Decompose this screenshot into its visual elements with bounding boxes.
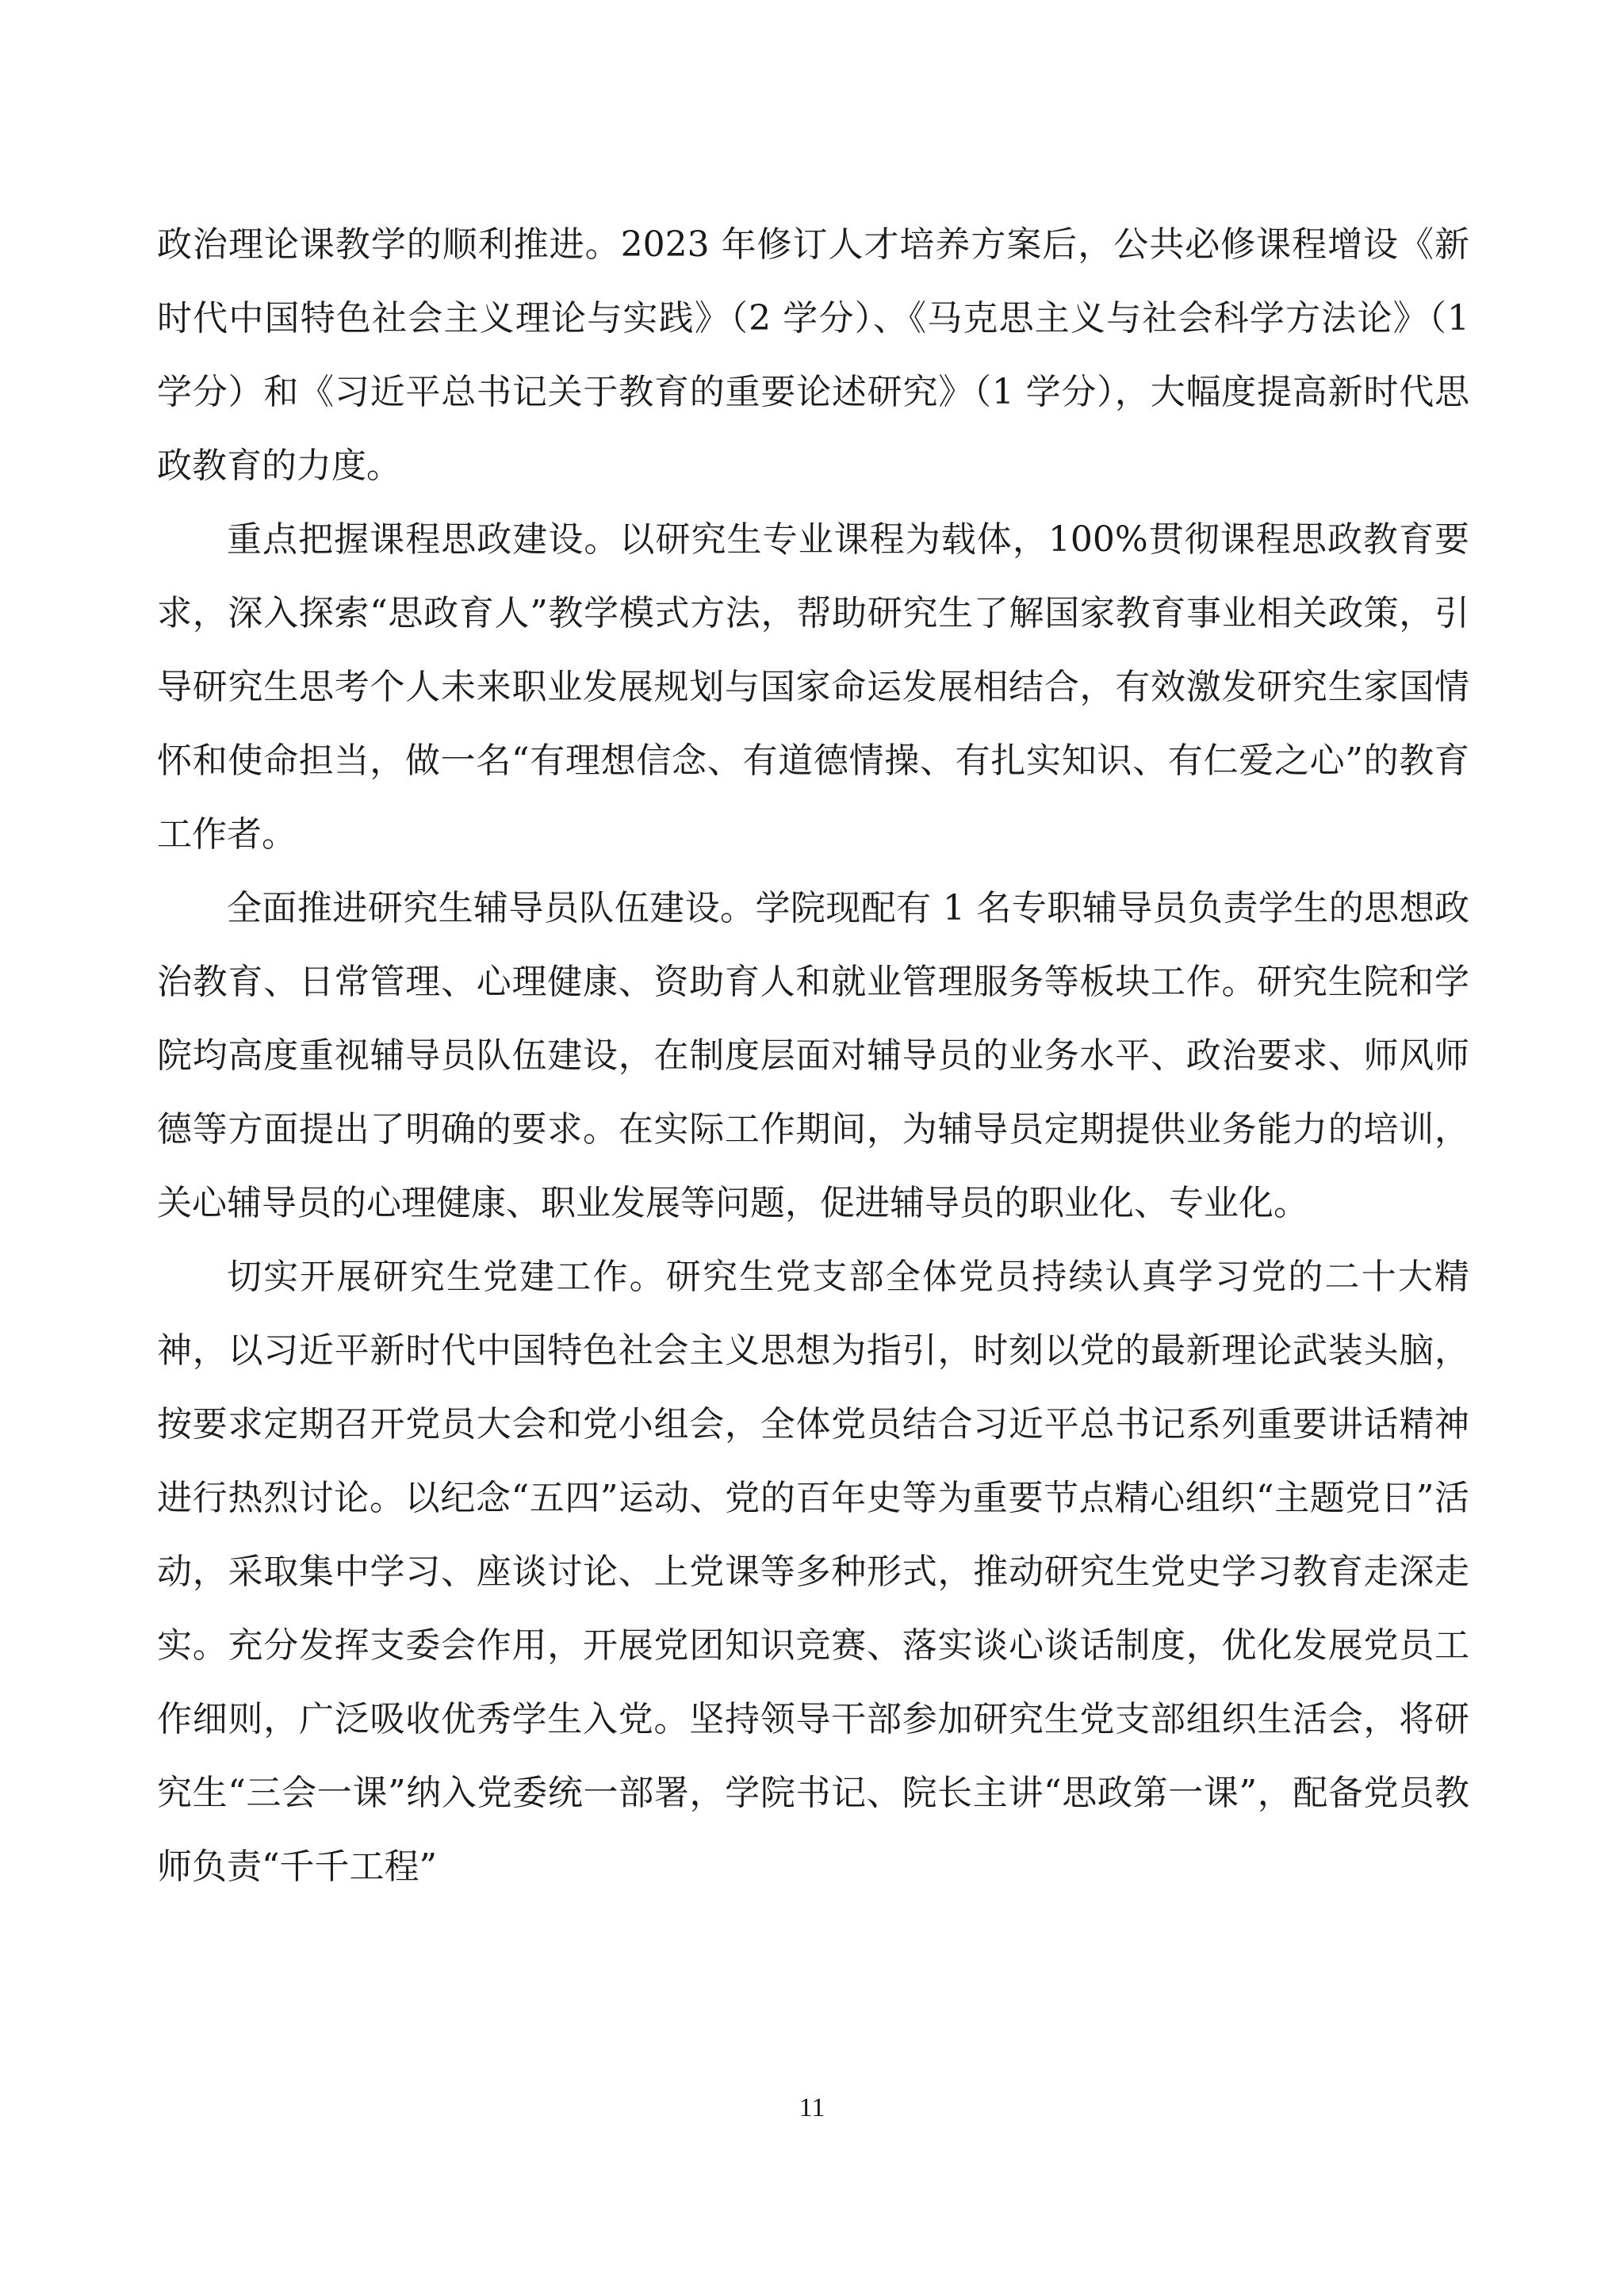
paragraph-counselor-team: 全面推进研究生辅导员队伍建设。学院现配有 1 名专职辅导员负责学生的思想政治教育、日常管理、心理健康、资助育人和就业管理服务等板块工作。研究生院和学院均高度重视辅导员队伍建设，在制度层面对辅导员的业务水平、政治要求、师风师德等方面提出了明确的要求。在实际工作期间，为辅导员定期提供业务能力的培训，关心辅导员的心理健康、职业发展等问题，促进辅导员的职业化、专业化。 xyxy=(157,888,1469,1223)
paragraph-course-ideology: 重点把握课程思政建设。以研究生专业课程为载体，100%贯彻课程思政教育要求，深入探索“思政育人”教学模式方法，帮助研究生了解国家教育事业相关政策，引导研究生思考个人未来职业发展规划与国家命运发展相结合，有效激发研究生家国情怀和使命担当，做一名“有理想信念、有道德情操、有扎实知识、有仁爱之心”的教育工作者。 xyxy=(157,519,1469,855)
paragraph-party-building: 切实开展研究生党建工作。研究生党支部全体党员持续认真学习党的二十大精神，以习近平新时代中国特色社会主义思想为指引，时刻以党的最新理论武装头脑，按要求定期召开党员大会和党小组会，全体党员结合习近平总书记系列重要讲话精神进行热烈讨论。以纪念“五四”运动、党的百年史等为重要节点精心组织“主题党日”活动，采取集中学习、座谈讨论、上党课等多种形式，推动研究生党史学习教育走深走实。充分发挥支委会作用，开展党团知识竞赛、落实谈心谈话制度，优化发展党员工作细则，广泛吸收优秀学生入党。坚持领导干部参加研究生党支部组织生活会，将研究生“三会一课”纳入党委统一部署，学院书记、院长主讲“思政第一课”，配备党员教师负责“千千工程” xyxy=(157,1257,1469,1887)
page-number: 11 xyxy=(799,2093,825,2122)
paragraph-continued: 政治理论课教学的顺利推进。2023 年修订人才培养方案后，公共必修课程增设《新时代中国特色社会主义理论与实践》（2 学分）、《马克思主义与社会科学方法论》（1 学分）和《习近平总书记关于教育的重要论述研究》（1 学分），大幅度提高新时代思政教育的力度。 xyxy=(157,224,1469,486)
body-text xyxy=(157,208,1469,1904)
